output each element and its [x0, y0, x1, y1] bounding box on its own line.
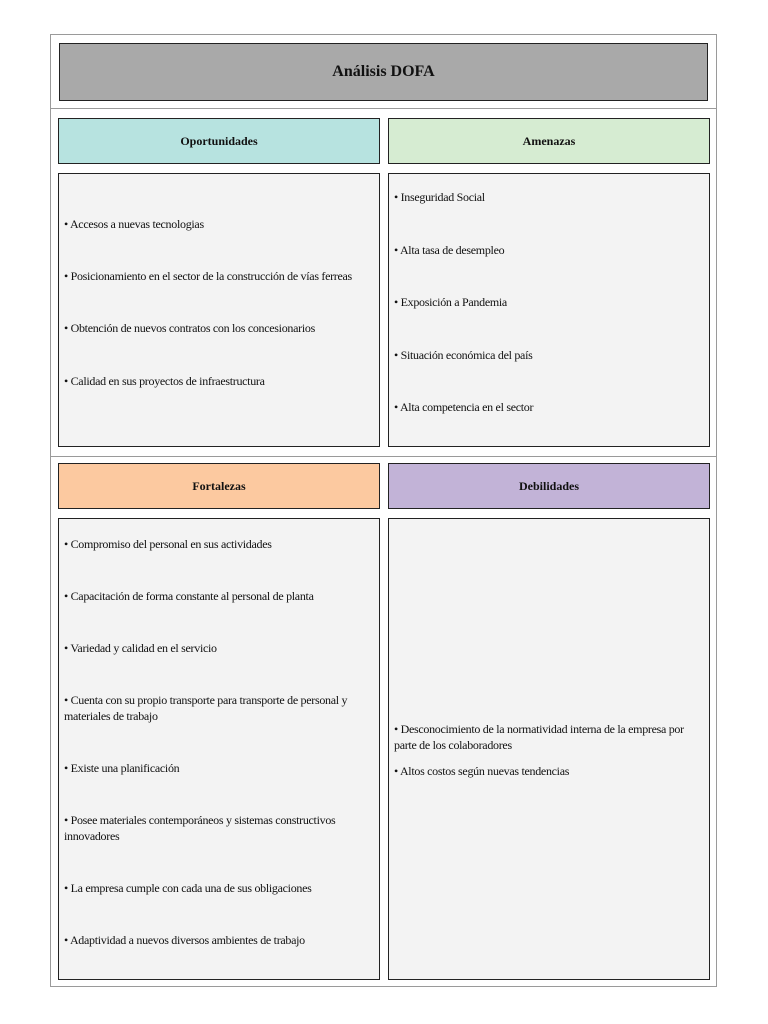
- oportunidades-header: [58, 118, 380, 164]
- list-item: • Alta competencia en el sector: [394, 400, 534, 414]
- list-item: • Variedad y calidad en el servicio: [64, 641, 217, 655]
- oportunidades-list: [58, 173, 380, 447]
- amenazas-header: [388, 118, 710, 164]
- debilidades-header: [388, 463, 710, 509]
- list-item: • Alta tasa de desempleo: [394, 243, 505, 257]
- list-item: • Capacitación de forma constante al personal de planta: [64, 589, 314, 603]
- list-item: • Adaptividad a nuevos diversos ambientes de trabajo: [64, 933, 305, 947]
- list-item: • Existe una planificación: [64, 761, 180, 775]
- list-item: • Posicionamiento en el sector de la construcción de vías ferreas: [64, 269, 352, 283]
- list-item: • La empresa cumple con cada una de sus obligaciones: [64, 881, 312, 895]
- list-item: • Posee materiales contemporáneos y sistemas constructivos innovadores: [64, 813, 336, 843]
- amenazas-list: [388, 173, 710, 447]
- list-item: • Situación económica del país: [394, 348, 533, 362]
- debilidades-label: Debilidades: [518, 478, 579, 493]
- list-item: • Inseguridad Social: [394, 190, 485, 204]
- page-title-text: Análisis DOFA: [332, 63, 435, 80]
- list-item: • Desconocimiento de la normatividad interna de la empresa por parte de los colaboradores: [394, 722, 684, 752]
- list-item: • Exposición a Pandemia: [394, 295, 507, 309]
- fortalezas-header: [58, 463, 380, 509]
- list-item: • Compromiso del personal en sus actividades: [64, 537, 272, 551]
- list-item: • Obtención de nuevos contratos con los concesionarios: [64, 321, 315, 335]
- amenazas-label: Amenazas: [522, 133, 576, 148]
- section-divider: [50, 456, 717, 457]
- list-item: • Accesos a nuevas tecnologias: [64, 217, 204, 231]
- list-item: • Calidad en sus proyectos de infraestructura: [64, 374, 265, 388]
- oportunidades-label: Oportunidades: [180, 133, 258, 148]
- list-item: • Altos costos según nuevas tendencias: [394, 764, 570, 778]
- debilidades-list: [388, 518, 710, 980]
- fortalezas-label: Fortalezas: [192, 478, 246, 493]
- page-title: [59, 43, 708, 101]
- fortalezas-list: [58, 518, 380, 980]
- list-item: • Cuenta con su propio transporte para transporte de personal y materiales de trabajo: [64, 693, 348, 723]
